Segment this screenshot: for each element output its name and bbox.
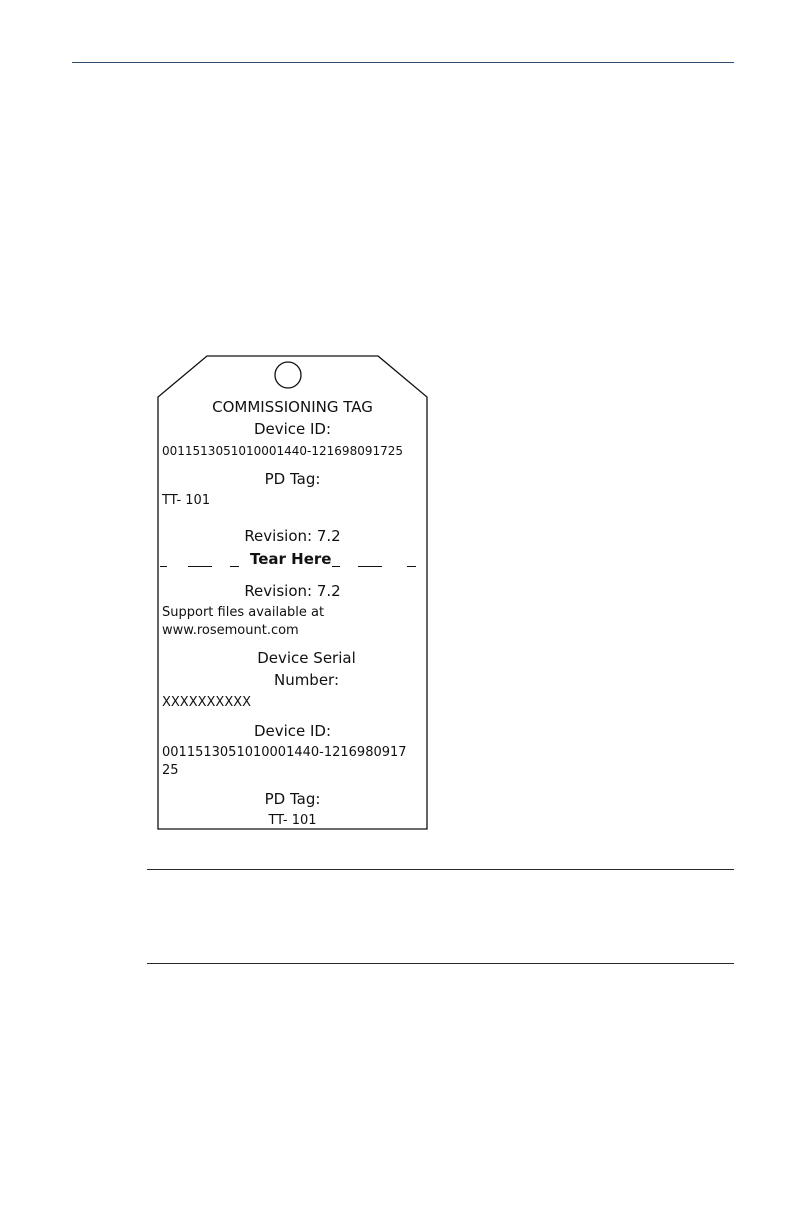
note-rule-bottom bbox=[147, 963, 734, 964]
device-id-value-2-line-1: 0011513051010001440-1216980917 bbox=[162, 745, 407, 760]
support-line-2: www.rosemount.com bbox=[162, 623, 299, 638]
pd-tag-label-2: PD Tag: bbox=[264, 790, 321, 808]
tear-here-label: Tear Here bbox=[250, 550, 332, 568]
commissioning-tag bbox=[157, 355, 428, 830]
tear-dash bbox=[160, 566, 167, 567]
serial-label-line-2: Number: bbox=[273, 671, 340, 689]
header-rule bbox=[72, 62, 734, 63]
device-id-label: Device ID: bbox=[253, 420, 332, 438]
pd-tag-value: TT- 101 bbox=[162, 493, 211, 508]
tag-hole-icon bbox=[275, 362, 301, 388]
tear-dash bbox=[358, 566, 382, 567]
pd-tag-label: PD Tag: bbox=[264, 470, 321, 488]
device-id-value: 0011513051010001440-121698091725 bbox=[162, 444, 404, 458]
device-id-label-2: Device ID: bbox=[253, 722, 332, 740]
tear-dash bbox=[332, 566, 340, 567]
support-line-1: Support files available at bbox=[162, 605, 325, 620]
device-id-value-2-line-2: 25 bbox=[162, 763, 179, 778]
tag-title: COMMISSIONING TAG bbox=[212, 398, 373, 416]
revision-top: Revision: 7.2 bbox=[244, 527, 341, 545]
tear-dash bbox=[188, 566, 212, 567]
tear-dash bbox=[407, 566, 416, 567]
pd-tag-value-2: TT- 101 bbox=[268, 813, 317, 828]
revision-bottom: Revision: 7.2 bbox=[244, 582, 341, 600]
note-rule-top bbox=[147, 869, 734, 870]
serial-label-line-1: Device Serial bbox=[257, 649, 356, 667]
serial-value: XXXXXXXXXX bbox=[162, 695, 252, 710]
tear-dash bbox=[230, 566, 239, 567]
